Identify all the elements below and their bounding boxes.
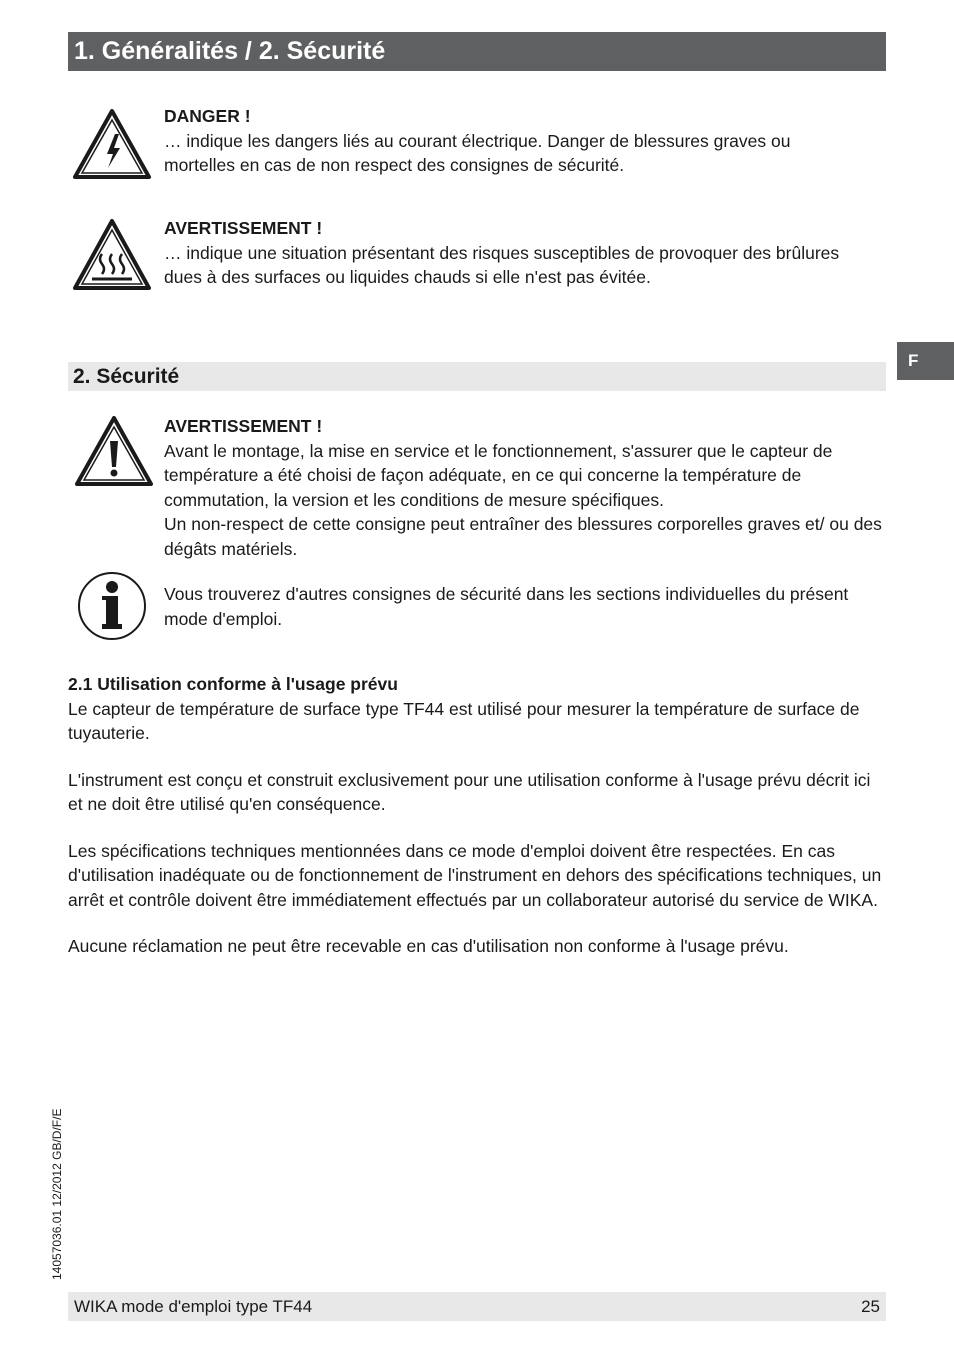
notice-text: Un non-respect de cette consigne peut entraîner des blessures corporelles graves et/ ou des dégâts matériels.: [164, 514, 882, 559]
notice-warning-safety: [164, 414, 888, 561]
notice-text: … indique les dangers liés au courant électrique. Danger de blessures graves ou mortelles en cas de non respect des consignes de sécurité.: [164, 130, 791, 175]
paragraph: Aucune réclamation ne peut être recevable en cas d'utilisation non conforme à l'usage prévu.: [68, 936, 789, 956]
notice-heading: DANGER !: [164, 106, 251, 126]
notice-info: [164, 582, 864, 631]
paragraph: L'instrument est conçu et construit exclusivement pour une utilisation conforme à l'usage prévu décrit ici et ne doit être utilisé qu'en conséquence.: [68, 769, 871, 814]
paragraph: Les spécifications techniques mentionnées dans ce mode d'emploi doivent être respectées. En cas d'utilisation inadéquate ou de fonctionnement de l'instrument en dehors des spécifications techniques, un arrêt et contrôle doivent être immédiatement effectués par un collaborateur autorisé du service de WIKA.: [68, 840, 882, 910]
notice-danger: [164, 104, 864, 178]
page-title: 1. Généralités / 2. Sécurité: [68, 32, 886, 71]
subsection-title: 2.1 Utilisation conforme à l'usage prévu: [68, 674, 398, 694]
footer-title: WIKA mode d'emploi type TF44: [74, 1297, 313, 1316]
page-footer: [68, 1292, 886, 1321]
info-icon: [76, 570, 148, 642]
notice-text: Avant le montage, la mise en service et le fonctionnement, s'assurer que le capteur de température a été choisi de façon adéquate, en ce qui concerne la température de commutation, la version et les conditions de mesure spécifiques.: [164, 440, 833, 510]
subsection-intended-use: [68, 672, 886, 959]
electric-hazard-icon: [72, 108, 152, 180]
section-title: 2. Sécurité: [68, 362, 886, 391]
page-number: 25: [861, 1297, 880, 1316]
notice-heading: AVERTISSEMENT !: [164, 416, 323, 436]
notice-hot-surface: [164, 216, 864, 290]
document-id: 14057036.01 12/2012 GB/D/F/E: [50, 1108, 64, 1280]
hot-surface-icon: [72, 218, 152, 292]
paragraph: Le capteur de température de surface type TF44 est utilisé pour mesurer la température de surface de tuyauterie.: [68, 698, 860, 743]
language-tab[interactable]: F: [897, 342, 954, 380]
notice-heading: AVERTISSEMENT !: [164, 218, 323, 238]
notice-text: Vous trouverez d'autres consignes de sécurité dans les sections individuelles du présent mode d'emploi.: [164, 584, 849, 629]
notice-text: … indique une situation présentant des risques susceptibles de provoquer des brûlures dues à des surfaces ou liquides chauds si elle n'est pas évitée.: [164, 242, 840, 287]
warning-exclamation-icon: [74, 415, 154, 487]
